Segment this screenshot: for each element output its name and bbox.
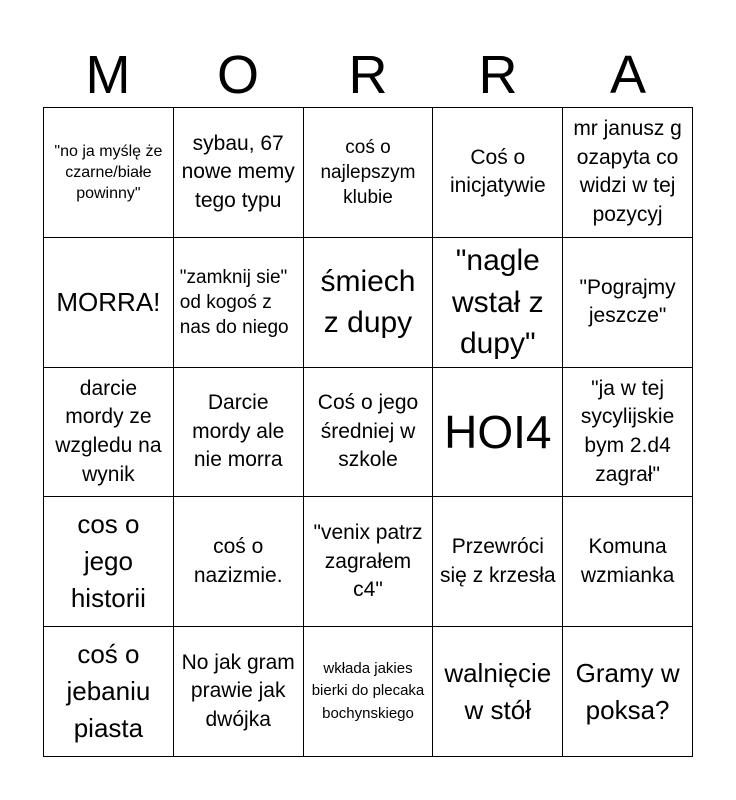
bingo-cell-text: coś o nazizmie. [193,535,283,587]
bingo-title [43,44,693,106]
bingo-cell[interactable] [174,368,304,498]
bingo-cell-text: coś o najlepszym klubie [320,136,416,208]
bingo-cell-text: mr janusz g ozapyta co widzi w tej pozycyj [573,117,682,226]
bingo-cell-text: walnięcie w stół [444,657,552,725]
bingo-cell[interactable] [44,627,174,757]
bingo-cell-text: Coś o inicjatywie [449,145,546,198]
bingo-cell[interactable] [304,368,434,498]
bingo-cell-text: "nagle wstał z dupy" [451,244,544,360]
bingo-cell-text: "ja w tej sycylijskie bym 2.d4 zagrał" [580,376,675,486]
bingo-cell[interactable] [563,497,693,627]
bingo-board [43,107,693,757]
bingo-cell[interactable] [433,368,563,498]
bingo-cell[interactable] [563,368,693,498]
bingo-cell-text: wkłada jakies bierki do plecaka bochynskiego [311,659,425,722]
bingo-cell[interactable] [174,627,304,757]
bingo-cell-text: Gramy w poksa? [575,657,680,725]
title-letter-o: O [216,45,259,105]
bingo-cell-text: HOI4 [444,405,552,458]
bingo-cell[interactable] [563,627,693,757]
bingo-cell[interactable] [433,627,563,757]
bingo-cell-text: MORRA! [56,286,161,317]
bingo-cell-text: coś o jebaniu piasta [66,639,151,744]
bingo-cell[interactable] [304,627,434,757]
title-letter-m: M [85,45,131,105]
bingo-cell[interactable] [44,497,174,627]
bingo-cell[interactable] [433,238,563,368]
bingo-cell-text: śmiech z dupy [320,264,416,340]
bingo-cell[interactable] [304,108,434,238]
bingo-cell-text: "Pograjmy jeszcze" [579,275,676,328]
bingo-cell-text: darcie mordy ze wzgledu na wynik [55,376,162,486]
bingo-cell[interactable] [563,108,693,238]
bingo-cell[interactable] [304,238,434,368]
bingo-cell-text: Coś o jego średniej w szkole [317,391,419,472]
bingo-cell[interactable] [44,108,174,238]
bingo-cell[interactable] [174,108,304,238]
bingo-cell[interactable] [563,238,693,368]
bingo-cell[interactable] [433,497,563,627]
bingo-cell[interactable] [44,368,174,498]
bingo-cell-text: Darcie mordy ale nie morra [192,391,285,472]
bingo-cell-text: sybau, 67 nowe memy tego typu [181,131,295,212]
title-letter-a: A [609,45,647,105]
bingo-cell-text: "zamknij sie" od kogoś z nas do niego [179,266,289,338]
bingo-cell-text: "no ja myślę że czarne/białe powinny" [54,142,163,202]
bingo-cell-text: Komuna wzmianka [580,535,675,587]
bingo-cell[interactable] [433,108,563,238]
bingo-cell-text: No jak gram prawie jak dwójka [181,650,295,731]
bingo-cell[interactable] [304,497,434,627]
bingo-cell-text: "venix patrz zagrałem c4" [313,520,423,602]
title-letter-r-1: R [348,45,388,105]
bingo-cell[interactable] [174,497,304,627]
title-letter-r-2: R [478,45,518,105]
bingo-cell[interactable] [44,238,174,368]
bingo-cell-text: cos o jego historii [70,509,146,614]
bingo-cell-text: Przewróci się z krzesła [440,535,556,587]
bingo-cell[interactable] [174,238,304,368]
